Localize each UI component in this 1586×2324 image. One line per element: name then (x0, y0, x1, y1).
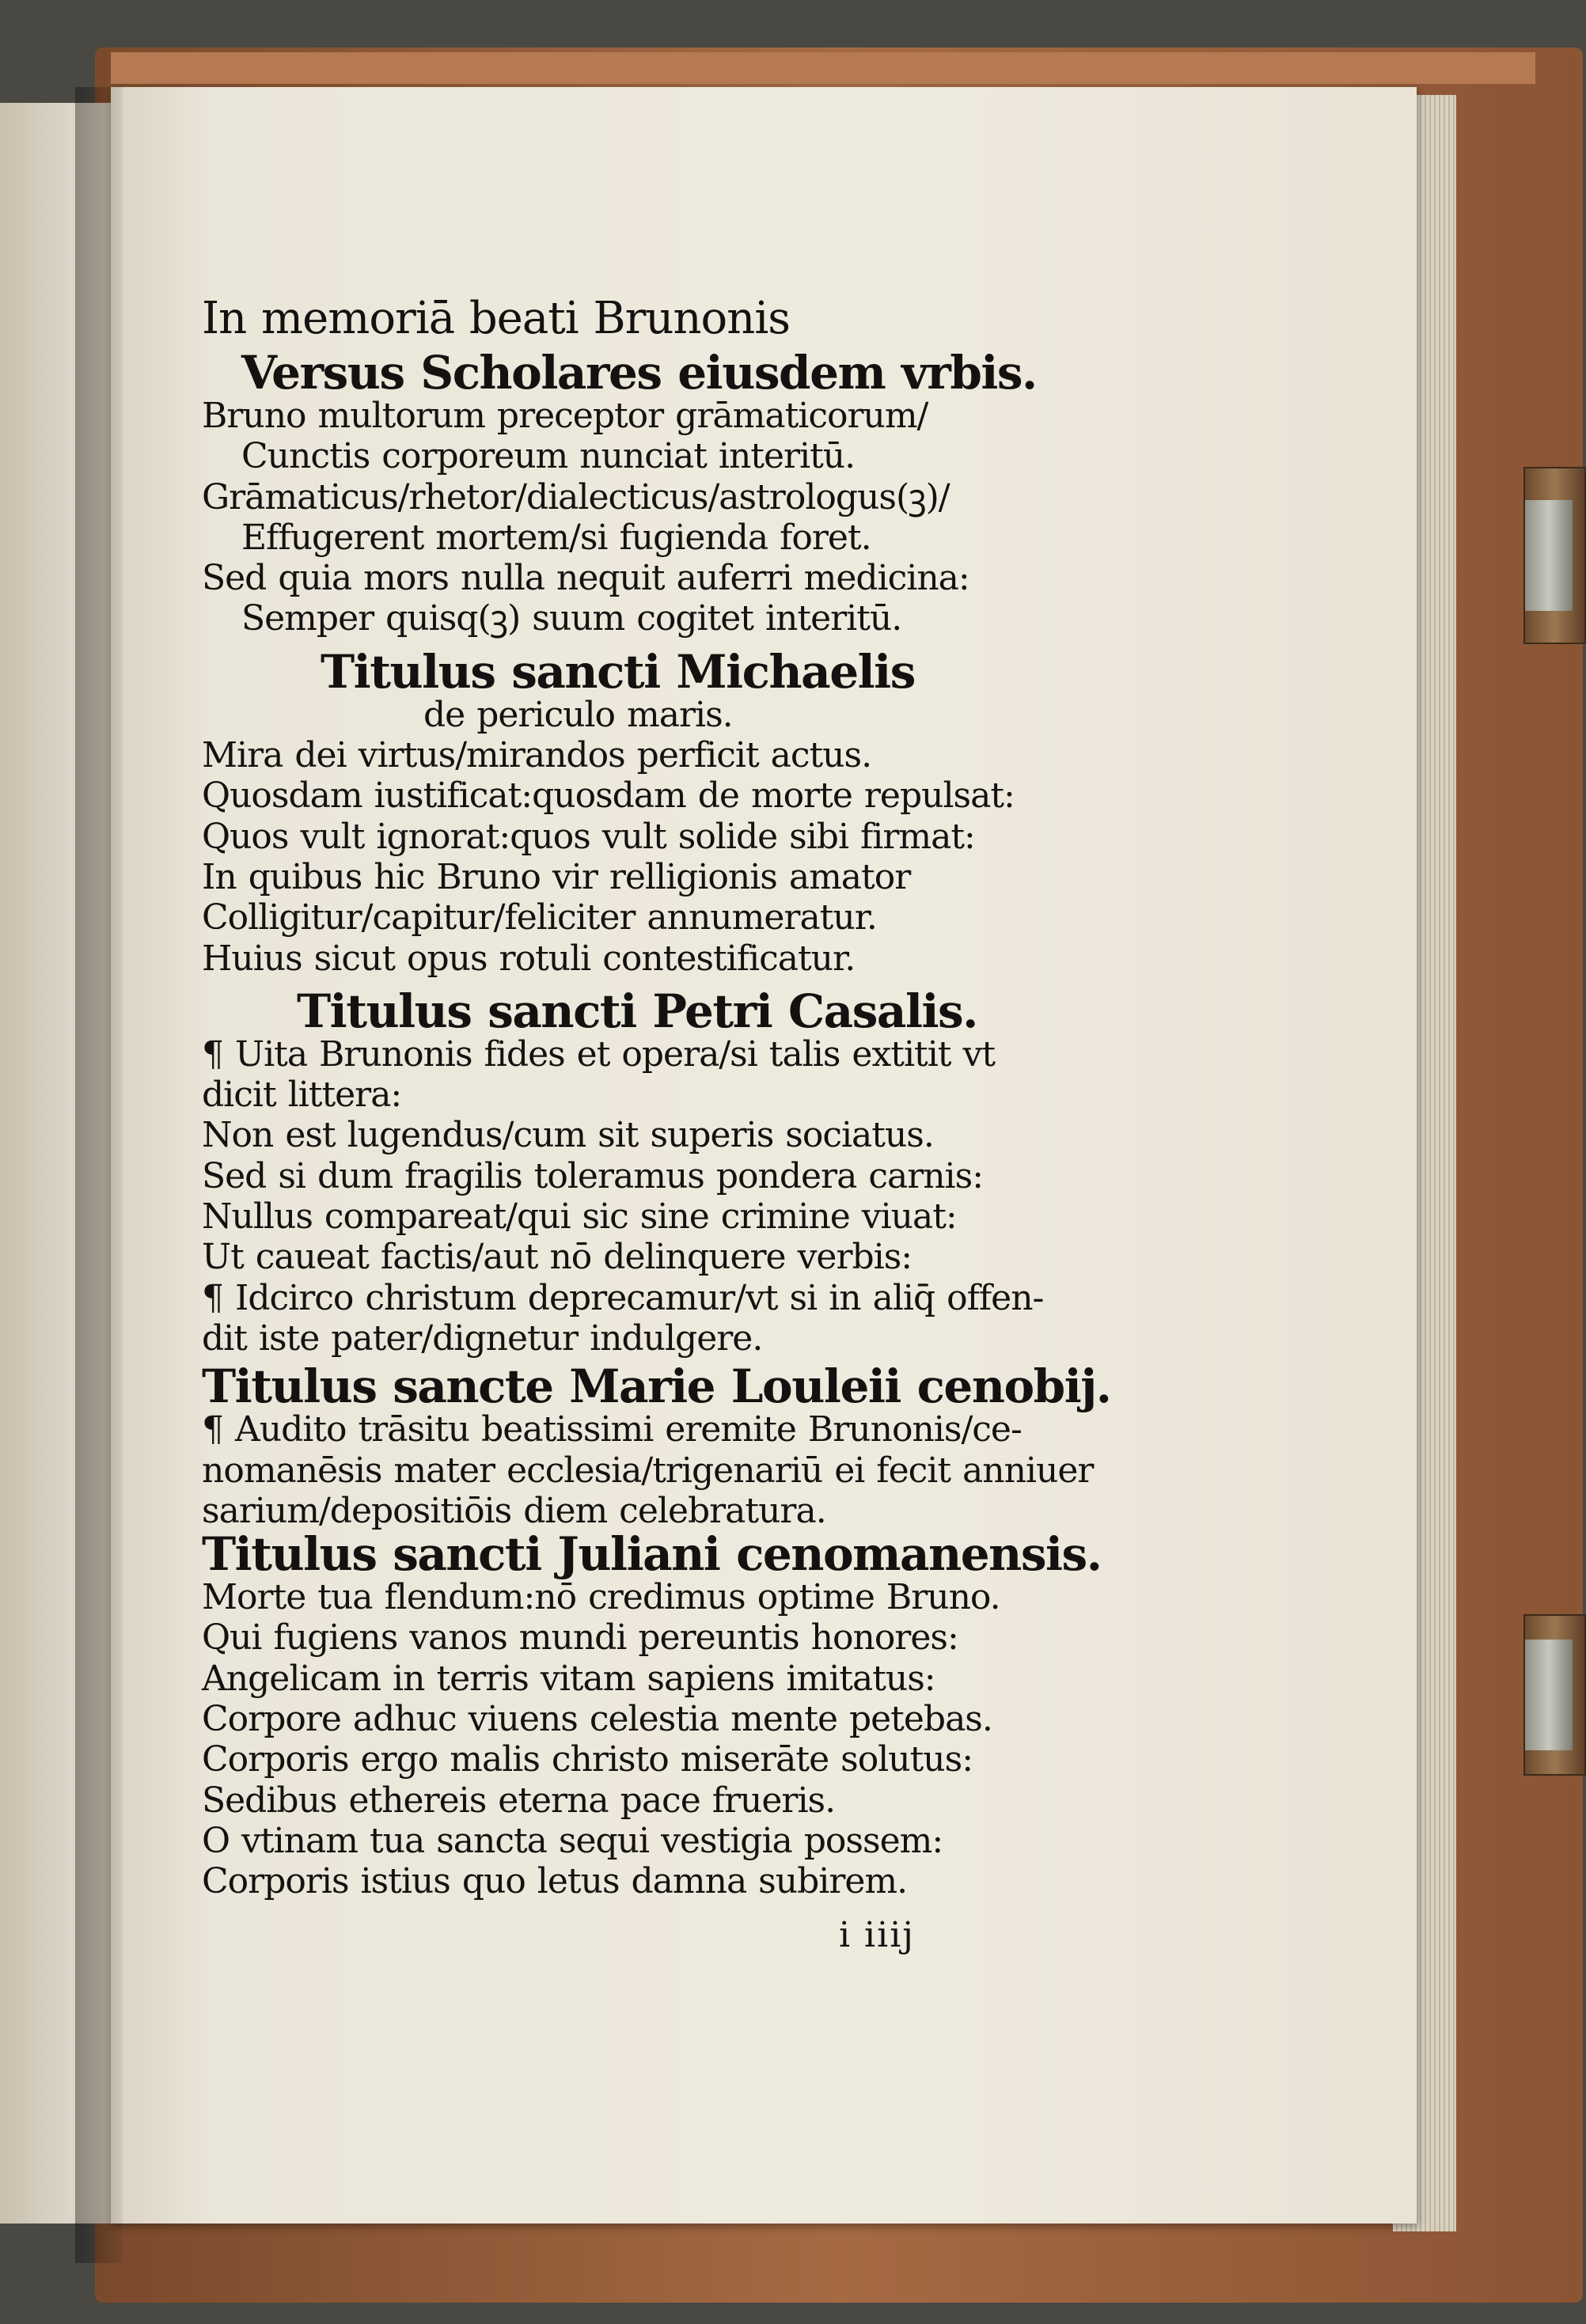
verse-line: Cunctis corporeum nunciat interitū. (241, 436, 856, 477)
section-heading: Titulus sancti Petri Casalis. (297, 984, 977, 1038)
subtitle-line: Versus Scholares eiusdem vrbis. (241, 346, 1037, 400)
prose-line: sarium/depositiōis diem celebratura. (202, 1490, 826, 1531)
verse-line: Nullus compareat/qui sic sine crimine viuat: (202, 1196, 957, 1238)
clasp-upper (1523, 467, 1586, 644)
prose-line: dit iste pater/dignetur indulgere. (202, 1317, 763, 1359)
cover-top-edge (111, 52, 1535, 84)
section-heading: Titulus sancti Michaelis (321, 644, 915, 699)
prose-line: ¶ Idcirco christum deprecamur/vt si in aliq̄ offen- (202, 1277, 1044, 1318)
prose-line: ¶ Audito trāsitu beatissimi eremite Brunonis/ce- (202, 1409, 1022, 1450)
clasp-lower (1523, 1614, 1586, 1776)
verse-line: Colligitur/capitur/feliciter annumeratur. (202, 897, 877, 938)
verse-line: Qui fugiens vanos mundi pereuntis honores: (202, 1617, 958, 1659)
section-heading: Titulus sancti Juliani cenomanensis. (202, 1527, 1102, 1582)
prose-line: nomanēsis mater ecclesia/trigenariū ei fecit anniuer (202, 1450, 1094, 1491)
verse-line: Quos vult ignorat:quos vult solide sibi firmat: (202, 816, 975, 857)
prose-line: ¶ Uita Brunonis fides et opera/si talis extitit vt (202, 1033, 995, 1075)
page-text (202, 293, 1111, 1902)
verse-line: Mira dei virtus/mirandos perficit actus. (202, 735, 872, 776)
verse-line: Morte tua flendum:nō credimus optime Bruno. (202, 1577, 1000, 1618)
verse-line: Non est lugendus/cum sit superis sociatus. (202, 1115, 934, 1156)
title-line: In memoriā beati Brunonis (202, 293, 790, 344)
section-subheading: de periculo maris. (423, 694, 733, 735)
verse-line: Quosdam iustificat:quosdam de morte repulsat: (202, 775, 1015, 817)
verse-line: Corporis istius quo letus damna subirem. (202, 1861, 908, 1902)
clasp-lower-metal (1525, 1640, 1573, 1750)
verse-line: Bruno multorum preceptor grāmaticorum/ (202, 396, 928, 436)
clasp-upper-metal (1525, 500, 1573, 611)
prose-line: dicit littera: (202, 1075, 402, 1116)
verse-line: Sedibus ethereis eterna pace frueris. (202, 1780, 836, 1821)
verse-line: Angelicam in terris vitam sapiens imitatus: (202, 1658, 935, 1699)
verse-line: Huius sicut opus rotuli contestificatur. (202, 938, 856, 979)
verse-line: Sed quia mors nulla nequit auferri medicina: (202, 558, 969, 599)
spine-shadow (75, 87, 123, 2263)
verse-line: Semper quisq(ꝫ) suum cogitet interitū. (241, 598, 902, 639)
section-heading: Titulus sancte Marie Louleii cenobij. (202, 1359, 1111, 1414)
verse-line: In quibus hic Bruno vir relligionis amator (202, 856, 911, 897)
verse-line: Corporis ergo malis christo miserāte solutus: (202, 1739, 973, 1780)
verse-line: Effugerent mortem/si fugienda foret. (241, 517, 871, 558)
verse-line: Ut caueat factis/aut nō delinquere verbis: (202, 1237, 913, 1278)
verse-line: O vtinam tua sancta sequi vestigia possem: (202, 1820, 943, 1861)
verse-line: Sed si dum fragilis toleramus pondera carnis: (202, 1155, 984, 1196)
signature-mark: i iiij (839, 1915, 915, 1955)
verse-line: Corpore adhuc viuens celestia mente petebas. (202, 1699, 992, 1740)
verse-line: Grāmaticus/rhetor/dialecticus/astrologus(ꝫ)/ (202, 476, 950, 517)
